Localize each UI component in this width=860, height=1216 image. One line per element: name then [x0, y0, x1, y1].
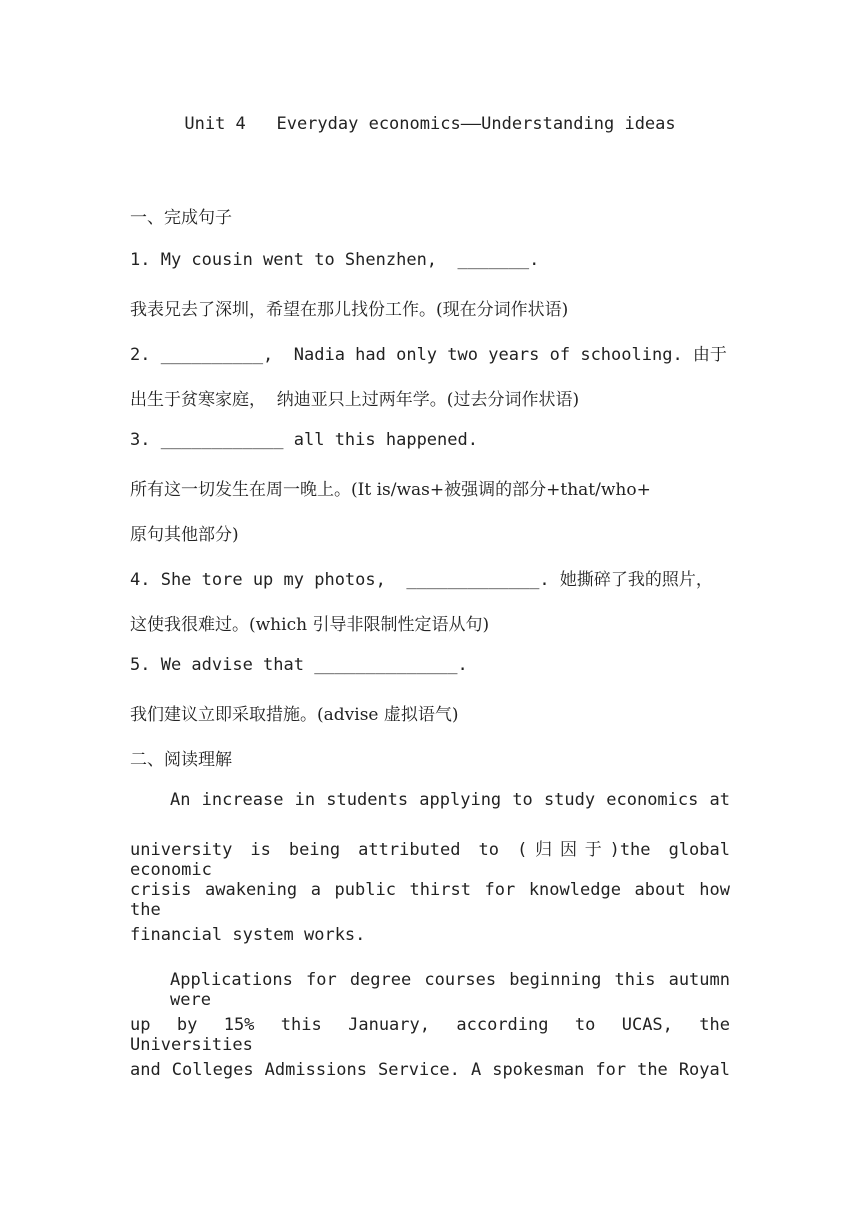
- passage-line: financial system works.: [130, 925, 366, 945]
- exercise-line: 4. She tore up my photos, _____________. 她撕碎了我的照片，: [130, 570, 713, 590]
- exercise-line: 我们建议立即采取措施。(advise 虚拟语气): [130, 705, 459, 725]
- passage-line: university is being attributed to (归因于)the global economic: [130, 840, 730, 880]
- passage-line: Applications for degree courses beginning this autumn were: [170, 970, 730, 1010]
- exercise-line: 5. We advise that ______________.: [130, 655, 468, 675]
- section-heading-completion: 一、完成句子: [130, 208, 232, 228]
- exercise-line: 所有这一切发生在周一晚上。(It is/was+被强调的部分+that/who+: [130, 480, 651, 500]
- passage-line: and Colleges Admissions Service. A spokesman for the Royal: [130, 1060, 730, 1080]
- exercise-line: 1. My cousin went to Shenzhen, _______.: [130, 250, 540, 270]
- exercise-line: 这使我很难过。(which 引导非限制性定语从句): [130, 615, 490, 635]
- page-title: Unit 4 Everyday economics——Understanding ideas: [184, 114, 676, 134]
- passage-line: An increase in students applying to study economics at: [170, 790, 730, 810]
- section-heading-reading: 二、阅读理解: [130, 750, 232, 770]
- exercise-line: 2. __________, Nadia had only two years of schooling. 由于: [130, 345, 727, 365]
- passage-line: crisis awakening a public thirst for knowledge about how the: [130, 880, 730, 920]
- exercise-line: 我表兄去了深圳，希望在那儿找份工作。(现在分词作状语): [130, 300, 569, 320]
- exercise-line: 出生于贫寒家庭， 纳迪亚只上过两年学。(过去分词作状语): [130, 390, 580, 410]
- exercise-line: 原句其他部分): [130, 525, 239, 545]
- passage-line: up by 15% this January, according to UCAS, the Universities: [130, 1015, 730, 1055]
- exercise-line: 3. ____________ all this happened.: [130, 430, 478, 450]
